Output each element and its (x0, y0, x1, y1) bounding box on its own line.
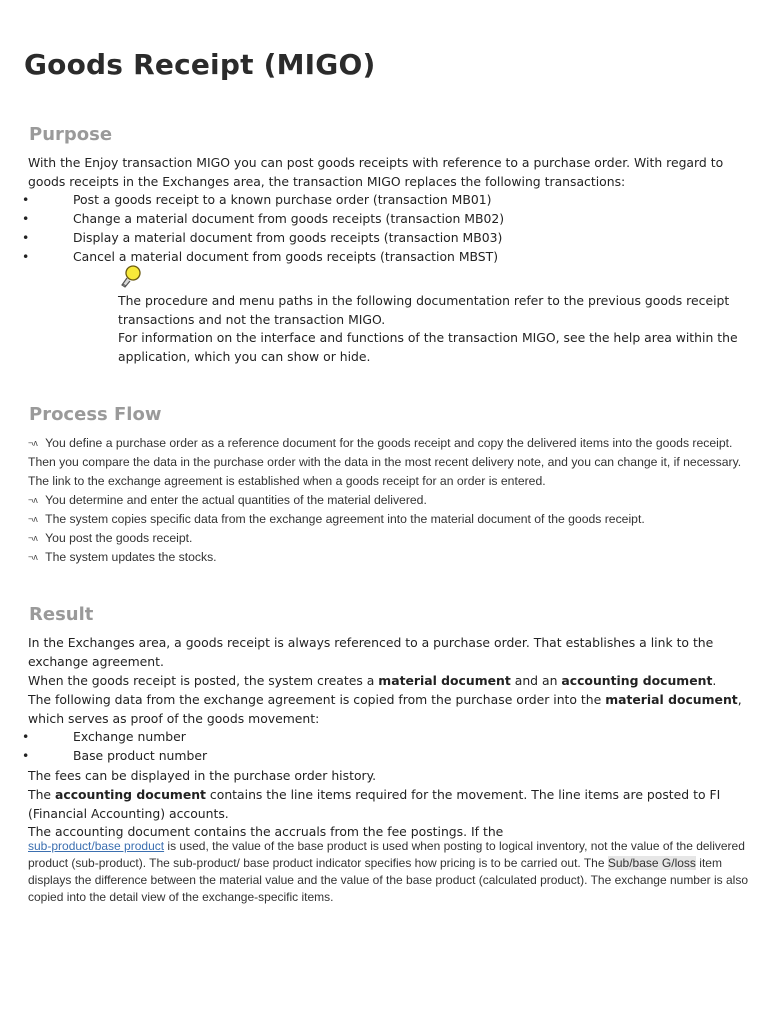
process-step: ¬ʌ You post the goods receipt. (28, 531, 193, 545)
note-text-2: For information on the interface and functions of the transaction MIGO, see the help area within the application, which you can show or hide. (118, 330, 738, 364)
purpose-heading: Purpose (29, 124, 113, 145)
process-step: ¬ʌ You define a purchase order as a reference document for the goods receipt and copy the delivered items into the goods receipt. Then you compare the data in the purchase order with the data in the most recent delivery note, and you can change it, if necessary. The link to the exchange agreement is established when a goods receipt for an order is entered. (28, 436, 742, 488)
document-page: Goods Receipt (MIGO) Purpose With the Enjoy transaction MIGO you can post goods receipts with reference to a purchase order. With regard to goods receipts in the Exchanges area, the transaction MIGO replaces the following transactions: • Post a goods receipt to a known purchase order (transaction MB01) • Change a material document from goods receipts (transaction MB02) • Display a material document from goods receipts (transaction MB03) • Cancel a material document from goods receipts (transaction MBST) The procedure and menu paths in the following documentation refer to the previous goods receipt transactions and not the transaction MIGO. For information on the interface and functions of the transaction MIGO, see the help area within the application, which you can show or hide. Process Flow ¬ʌ You define a purchase order as a reference document for the goods receipt and copy the delivered items into the goods receipt. Then you compare the data in the purchase order with the data in the most recent delivery note, and you can change it, if necessary. The link to the exchange agreement is established when a goods receipt for an order is entered. ¬ʌ You determine and enter the actual quantities of the material delivered. ¬ʌ The system copies specific data from the exchange agreement into the material document of the goods receipt. ¬ʌ You post the goods receipt. ¬ʌ The system updates the stocks. Result In the Exchanges area, a goods receipt is always referenced to a purchase order. That establishes a link to the exchange agreement. When the goods receipt is posted, the system creates a material document and an accounting document. The following data from the exchange agreement is copied from the purchase order into the material document, which serves as proof of the goods movement: • Exchange number • Base product number The fees can be displayed in the purchase order history. The accounting document contains the line items required for the movement. The line items are posted to FI (Financial Accounting) accounts. The accounting document contains the accruals from the fee postings. If the sub-product/base product is used, the value of the base product is used when posting to logical inventory, not the value of the delivered product (sub-product). The sub-product/ base product indicator specifies how pricing is to be carried out. The Sub/base G/loss item displays the difference between the material value and the value of the base product (calculated product). The exchange number is also copied into the detail view of the exchange-specific items. (0, 0, 768, 1024)
process-step: ¬ʌ You determine and enter the actual quantities of the material delivered. (28, 493, 427, 507)
process-step: ¬ʌ The system copies specific data from the exchange agreement into the material document of the goods receipt. (28, 512, 645, 526)
result-paragraph-1: In the Exchanges area, a goods receipt is always referenced to a purchase order. That establishes a link to the exchange agreement. (28, 635, 714, 669)
result-heading: Result (29, 604, 94, 625)
purpose-intro: With the Enjoy transaction MIGO you can post goods receipts with reference to a purchase order. With regard to goods receipts in the Exchanges area, the transaction MIGO replaces the following transactions: (28, 155, 724, 189)
result-paragraph-3: The following data from the exchange agreement is copied from the purchase order into the material document, which serves as proof of the goods movement: (28, 692, 742, 726)
lightbulb-icon (118, 264, 144, 290)
sub-product-link[interactable]: sub-product/base product (28, 839, 165, 853)
process-step: ¬ʌ The system updates the stocks. (28, 550, 217, 564)
result-paragraph-6: The accounting document contains the accruals from the fee postings. If the (28, 824, 504, 839)
page-title: Goods Receipt (MIGO) (24, 48, 376, 81)
result-paragraph-5: The accounting document contains the line items required for the movement. The line items are posted to FI (Financial Accounting) accounts. (28, 787, 721, 821)
note-text-1: The procedure and menu paths in the following documentation refer to the previous goods receipt transactions and not the transaction MIGO. (118, 293, 730, 327)
sub-base-gloss-field: Sub/base G/loss (607, 856, 696, 870)
result-paragraph-4: The fees can be displayed in the purchase order history. (28, 768, 377, 783)
result-paragraph-2: When the goods receipt is posted, the system creates a material document and an accounting document. (28, 673, 717, 688)
result-detail-text: sub-product/base product is used, the value of the base product is used when posting to logical inventory, not the value of the delivered product (sub-product). The sub-product/ base product indicator specifies how pricing is to be carried out. The Sub/base G/loss item displays the difference between the material value and the value of the base product (calculated product). The exchange number is also copied into the detail view of the exchange-specific items. (28, 839, 748, 904)
process-flow-heading: Process Flow (29, 404, 162, 425)
